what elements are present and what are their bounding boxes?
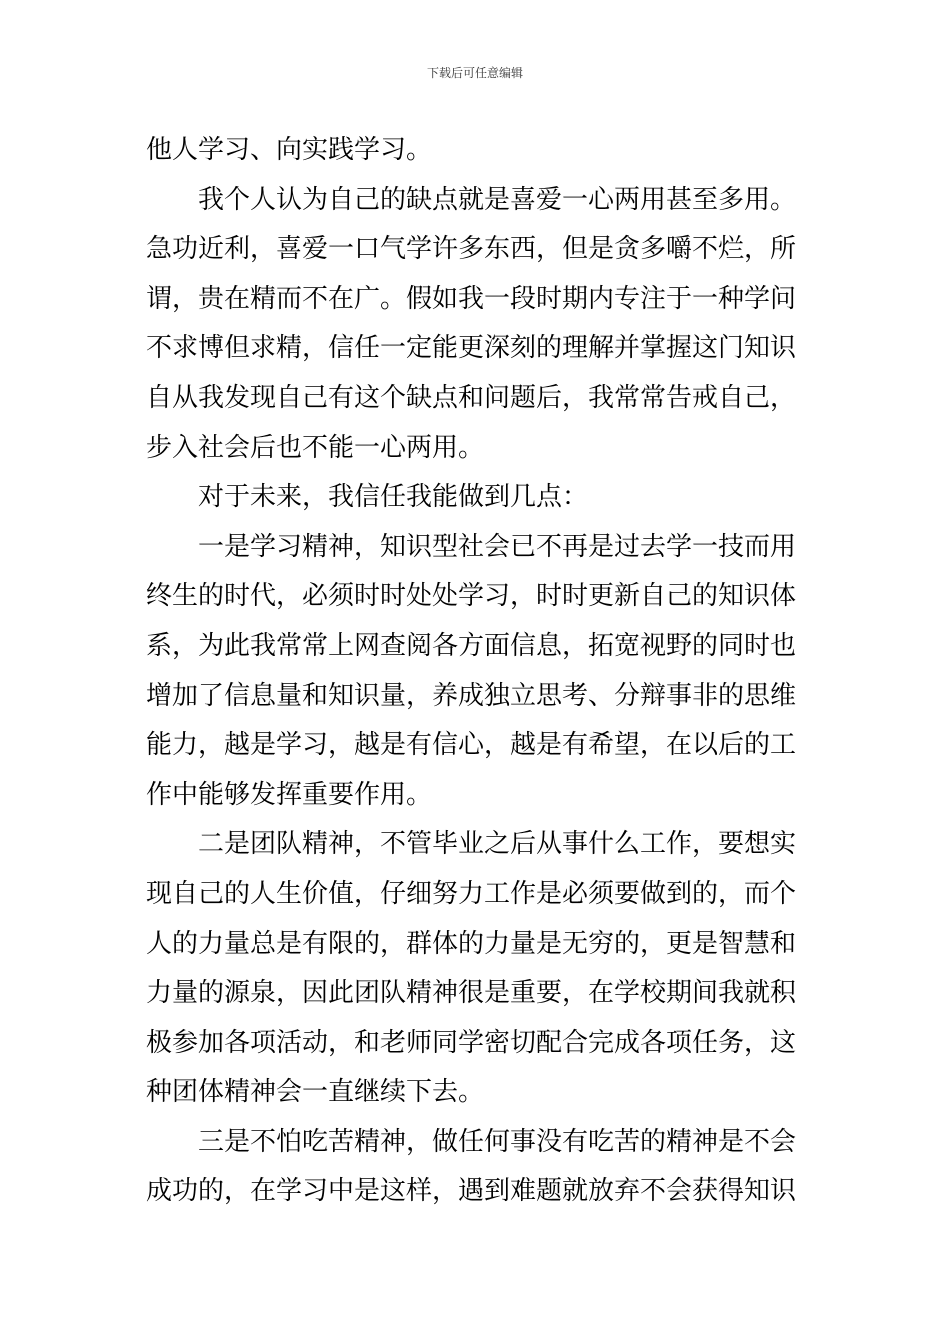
- text-line: 不求博但求精，信任一定能更深刻的理解并掌握这门知识: [146, 333, 797, 364]
- text-line: 自从我发现自己有这个缺点和问题后，我常常告戒自己，: [146, 382, 797, 413]
- page-header: 下载后可任意编辑: [426, 66, 523, 80]
- text-line: 力量的源泉，因此团队精神很是重要，在学校期间我就积: [146, 978, 797, 1009]
- text-line: 对于未来，我信任我能做到几点：: [198, 482, 589, 513]
- text-line: 步入社会后也不能一心两用。: [146, 432, 485, 463]
- text-line: 极参加各项活动，和老师同学密切配合完成各项任务，这: [146, 1027, 797, 1058]
- text-line: 增加了信息量和知识量，养成独立思考、分辩事非的思维: [146, 680, 797, 711]
- text-line: 一是学习精神，知识型社会已不再是过去学一技而用: [198, 531, 797, 562]
- text-line: 系，为此我常常上网查阅各方面信息，拓宽视野的同时也: [146, 630, 797, 661]
- text-line: 作中能够发挥重要作用。: [146, 779, 433, 810]
- text-line: 我个人认为自己的缺点就是喜爱一心两用甚至多用。: [198, 184, 797, 215]
- text-line: 人的力量总是有限的，群体的力量是无穷的，更是智慧和: [146, 928, 797, 959]
- text-line: 二是团队精神，不管毕业之后从事什么工作，要想实: [198, 829, 797, 860]
- text-line: 终生的时代，必须时时处处学习，时时更新自己的知识体: [146, 581, 797, 612]
- text-line: 种团体精神会一直继续下去。: [146, 1077, 485, 1108]
- text-line: 现自己的人生价值，仔细努力工作是必须要做到的，而个: [146, 878, 797, 909]
- text-line: 三是不怕吃苦精神，做任何事没有吃苦的精神是不会: [198, 1126, 797, 1157]
- text-line: 谓，贵在精而不在广。假如我一段时期内专注于一种学问: [146, 283, 797, 314]
- text-line: 能力，越是学习，越是有信心，越是有希望，在以后的工: [146, 730, 797, 761]
- text-line: 急功近利，喜爱一口气学许多东西，但是贪多嚼不烂，所: [146, 234, 797, 265]
- text-line: 成功的，在学习中是这样，遇到难题就放弃不会获得知识: [146, 1176, 797, 1207]
- document-body: [146, 126, 808, 1217]
- text-line: 他人学习、向实践学习。: [146, 135, 433, 165]
